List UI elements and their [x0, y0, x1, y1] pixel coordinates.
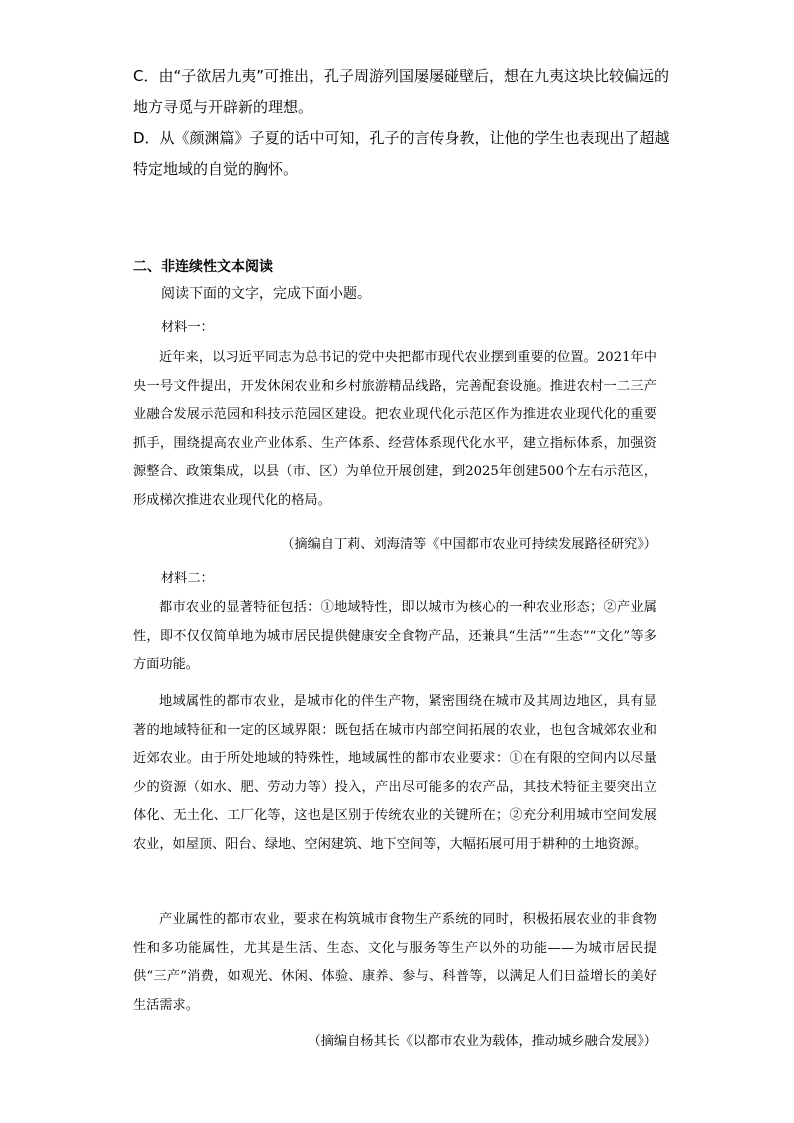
- material-1-label: 材料一：: [161, 320, 214, 335]
- option-c: C．由“子欲居九夷”可推出，孔子周游列国屡屡碰壁后，想在九夷这块比较偏远的地方寻觅与开辟新的理想。: [133, 67, 670, 116]
- section-heading: 二、非连续性文本阅读: [133, 259, 273, 275]
- reading-instruction: 阅读下面的文字，完成下面小题。: [161, 286, 371, 302]
- material-2-paragraph-1: 都市农业的显著特征包括：①地域特性，即以城市为核心的一种农业形态；②产业属性，即不仅仅简单地为城市居民提供健康安全食物产品，还兼具“生活”“生态”“文化”等多方面功能。: [133, 600, 657, 673]
- option-d: D．从《颜渊篇》子夏的话中可知，孔子的言传身教，让他的学生也表现出了超越特定地域的自觉的胸怀。: [133, 129, 670, 178]
- material-2-paragraph-2: 地域属性的都市农业，是城市化的伴生产物，紧密围绕在城市及其周边地区，具有显著的地域特征和一定的区域界限：既包括在城市内部空间拓展的农业，也包含城郊农业和近郊农业。由于所处地域的特殊性，地域属性的都市农业要求：①在有限的空间内以尽量少的资源（如水、肥、劳动力等）投入，产出尽可能多的农产品，其技术特征主要突出立体化、无土化、工厂化等，这也是区别于传统农业的关键所在；②充分利用城市空间发展农业，如屋顶、阳台、绿地、空闲建筑、地下空间等，大幅拓展可用于耕种的土地资源。: [133, 694, 657, 852]
- material-2-source: （摘编自杨其长《以都市农业为载体，推动城乡融合发展》）: [307, 1034, 657, 1049]
- material-1-paragraph: 近年来，以习近平同志为总书记的党中央把都市现代农业摆到重要的位置。2021年中央一号文件提出，开发休闲农业和乡村旅游精品线路，完善配套设施。推进农村一二三产业融合发展示范园和科技示范园区建设。把农业现代化示范区作为推进农业现代化的重要抓手，围绕提高农业产业体系、生产体系、经营体系现代化水平，建立指标体系，加强资源整合、政策集成，以县（市、区）为单位开展创建，到2025年创建500个左右示范区，形成梯次推进农业现代化的格局。: [133, 350, 657, 508]
- material-2-paragraph-3: 产业属性的都市农业，要求在构筑城市食物生产系统的同时，积极拓展农业的非食物性和多功能属性，尤其是生活、生态、文化与服务等生产以外的功能——为城市居民提供“三产”消费，如观光、休闲、体验、康养、参与、科普等，以满足人们日益增长的美好生活需求。: [133, 912, 657, 1013]
- material-1-source: （摘编自丁莉、刘海清等《中国都市农业可持续发展路径研究》）: [281, 537, 657, 552]
- material-2-label: 材料二：: [161, 571, 214, 586]
